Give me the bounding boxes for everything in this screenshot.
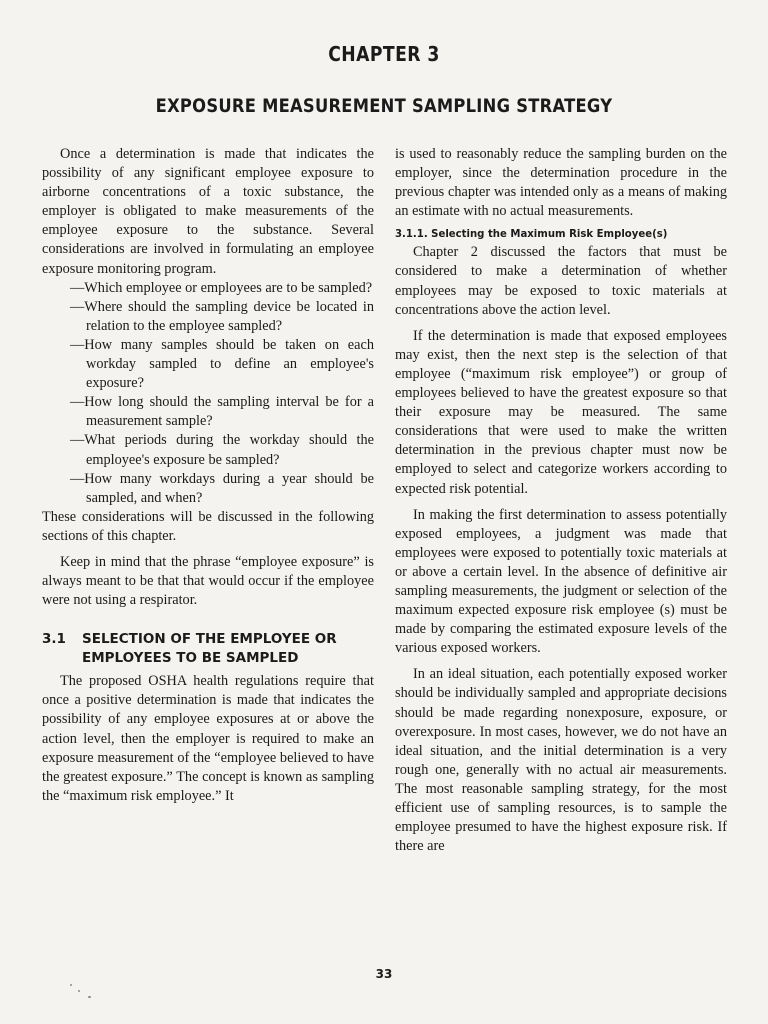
continuation-paragraph: is used to reasonably reduce the sampling burden on the employer, since the determination procedure in the previous chapter was intended only as a means of making an estimate with no actual measurements. (395, 146, 727, 220)
section-heading (42, 630, 374, 668)
chapter-number: CHAPTER 3 (328, 42, 440, 66)
right-column (395, 145, 727, 856)
scan-speck (78, 990, 80, 992)
question-item: —Which employee or employees are to be sampled? (70, 279, 373, 296)
body-paragraph: In making the first determination to assess potentially exposed employees, a judgment was made that employees were exposed to potentially toxic materials at or above a certain level. In the absence of definitive air sampling measurements, the judgment or selection of the maximum expected exposure risk employee (s) must be made by comparing the estimated exposure levels of the various exposed workers. (395, 506, 727, 657)
section-title-line1: SELECTION OF THE EMPLOYEE OR (82, 631, 337, 648)
question-item: —What periods during the workday should the employee's exposure be sampled? (70, 432, 374, 468)
question-item: —How many workdays during a year should be sampled, and when? (70, 470, 374, 506)
question-item: —Where should the sampling device be located in relation to the employee sampled? (70, 298, 374, 334)
body-paragraph: If the determination is made that exposed employees may exist, then the next step is the selection of that employee (“maximum risk employee”) or group of employees believed to have the greatest exposure so that their exposure may be measured. The same considerations that were used to make the written determination in the previous chapter must now be employed to select and categorize workers according to expected risk potential. (395, 327, 727, 497)
left-column (42, 145, 374, 806)
keep-in-mind-paragraph: Keep in mind that the phrase “employee exposure” is always meant to be that that would occur if the employee were not using a respirator. (42, 553, 374, 609)
question-item: —How many samples should be taken on each workday sampled to define an employee's exposure? (70, 336, 374, 392)
body-paragraph: In an ideal situation, each potentially exposed worker should be individually sampled and appropriate decisions should be made regarding nonexposure, exposure, or overexposure. In most cases, however, we do not have an ideal situation, and the initial determination is a very rough one, generally with no actual air measurements. The most reasonable sampling strategy, for the most efficient use of sampling resources, is to sample the employee presumed to have the highest exposure risk. If there are (395, 666, 727, 855)
chapter-title: EXPOSURE MEASUREMENT SAMPLING STRATEGY (155, 95, 613, 117)
section-title-line2: EMPLOYEES TO BE SAMPLED (82, 650, 299, 667)
section-paragraph: The proposed OSHA health regulations require that once a positive determination is made that indicates the possibility of any employee exposures at or above the action level, then the employer is required to make an exposure measurement of the “employee believed to have the greatest exposure.” The concept is known as sampling the “maximum risk employee.” It (42, 673, 374, 804)
scan-speck (70, 984, 72, 986)
body-paragraph: Chapter 2 discussed the factors that must be considered to make a determination of whether employees may be exposed to toxic materials at concentrations above the action level. (395, 244, 727, 318)
scan-speck (88, 996, 91, 998)
considerations-paragraph: These considerations will be discussed in the following sections of this chapter. (42, 508, 374, 544)
question-list (42, 279, 374, 508)
subsection-heading: 3.1.1. Selecting the Maximum Risk Employee(s) (395, 227, 668, 241)
question-item: —How long should the sampling interval be for a measurement sample? (70, 394, 374, 430)
intro-paragraph: Once a determination is made that indicates the possibility of any significant employee exposure to airborne concentrations of a toxic substance, the employer is obligated to make measurements of the employee exposure to the substance. Several considerations are involved in formulating an employee exposure monitoring program. (42, 146, 374, 277)
page-number: 33 (375, 967, 393, 981)
section-number: 3.1 (42, 631, 66, 648)
